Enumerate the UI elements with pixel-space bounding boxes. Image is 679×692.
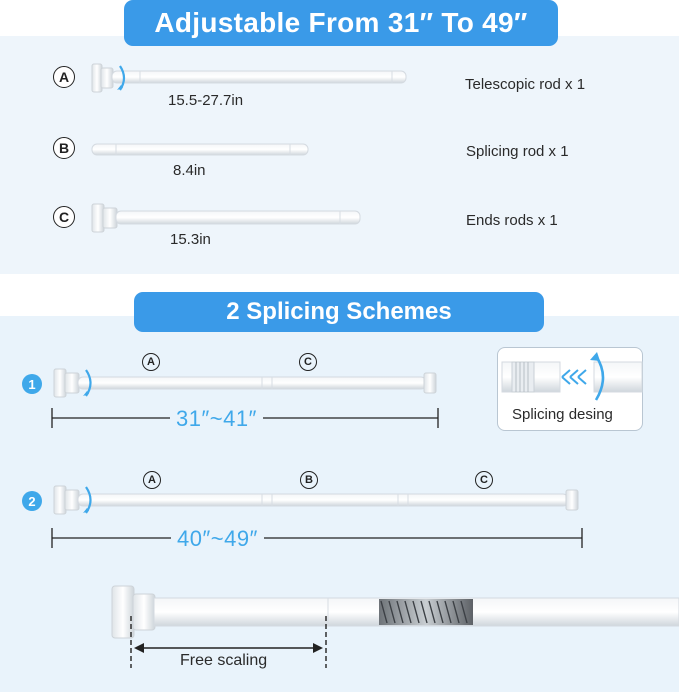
schemes-title: 2 Splicing Schemes: [226, 298, 452, 325]
scheme-1-letter-a-text: A: [147, 356, 155, 368]
scheme-1-letter-c-text: C: [304, 356, 312, 368]
part-b-label: Splicing rod x 1: [466, 143, 569, 160]
part-c-length: 15.3in: [170, 231, 211, 248]
scheme-1-number-text: 1: [28, 376, 36, 392]
scheme-2-letter-a-text: A: [148, 474, 156, 486]
scheme-2-letter-b: [300, 471, 318, 489]
part-b-length: 8.4in: [173, 162, 206, 179]
page-title: Adjustable From 31″ To 49″: [154, 7, 528, 38]
scheme-2-number: [22, 491, 42, 511]
scheme-2-letter-b-text: B: [305, 474, 313, 486]
ends-rod-illustration: [92, 204, 360, 232]
scheme-2-letter-c: [475, 471, 493, 489]
part-a-label: Telescopic rod x 1: [465, 76, 586, 93]
scheme-2-range: 40″~49″: [171, 526, 264, 552]
scheme-1-number: [22, 374, 42, 394]
scheme-2-letter-c-text: C: [480, 474, 488, 486]
scheme-2-rod-illustration: [54, 486, 578, 514]
scheme-2-dimension-line: [52, 528, 582, 548]
part-b-letter: B: [58, 140, 70, 156]
schemes-banner: [134, 292, 544, 332]
scheme-1-letter-c: [299, 353, 317, 371]
part-c-letter: C: [58, 209, 70, 225]
scheme-2-number-text: 2: [28, 493, 36, 509]
telescopic-rod-illustration: [92, 64, 406, 92]
scheme-2-letter-a: [143, 471, 161, 489]
part-a-letter: A: [58, 69, 70, 85]
splicing-design-label: Splicing desing: [512, 406, 613, 423]
part-b-badge: [53, 137, 75, 159]
splicing-rod-illustration: [92, 144, 308, 155]
scheme-1-range: 31″~41″: [170, 406, 263, 432]
scheme-1-letter-a: [142, 353, 160, 371]
part-a-length: 15.5-27.7in: [168, 92, 244, 109]
part-c-label: Ends rods x 1: [466, 212, 558, 229]
splicing-design-inset: [497, 347, 643, 431]
part-a-badge: [53, 66, 75, 88]
scheme-1-rod-illustration: [54, 369, 436, 397]
part-c-badge: [53, 206, 75, 228]
free-scaling-label: Free scaling: [180, 652, 268, 669]
